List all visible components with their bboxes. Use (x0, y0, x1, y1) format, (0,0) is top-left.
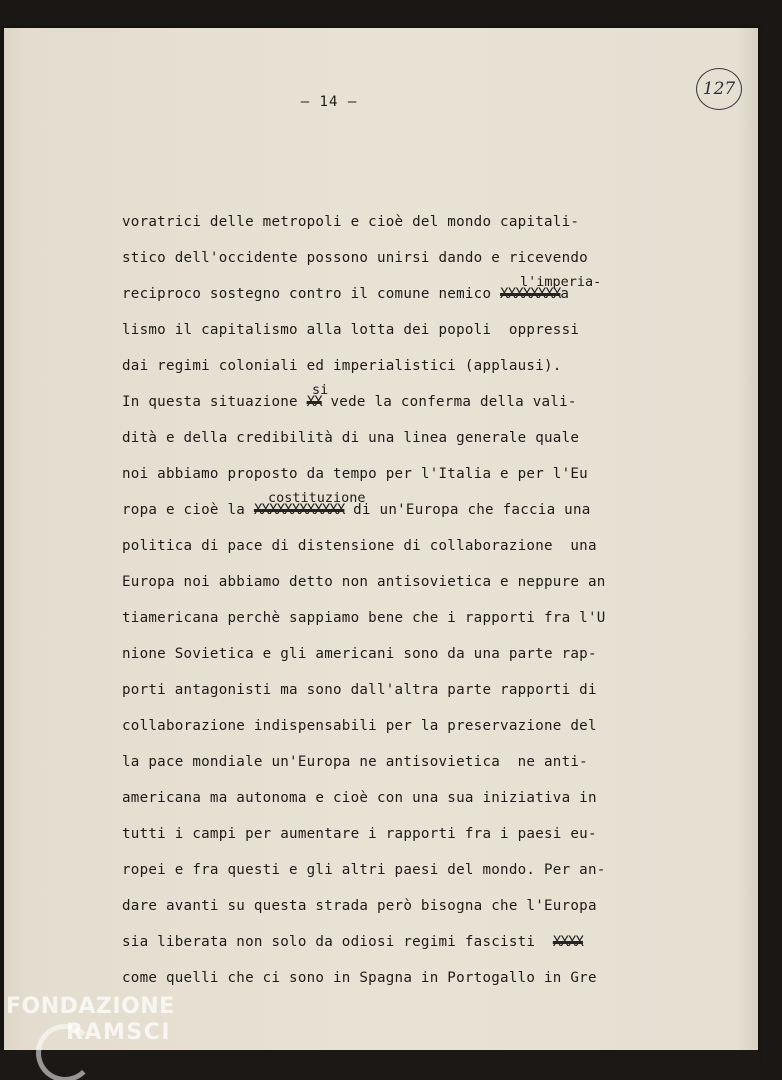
text-line: dità e della credibilità di una linea generale quale (122, 430, 580, 446)
text-line: In questa situazione XX vede la conferma della vali- (122, 394, 577, 410)
text-line: come quelli che ci sono in Spagna in Portogallo in Gre (122, 970, 597, 986)
page-number: — 14 — (300, 94, 358, 110)
text-line: americana ma autonoma e cioè con una sua iniziativa in (122, 790, 597, 806)
text-line: stico dell'occidente possono unirsi dando e ricevendo (122, 250, 588, 266)
struck-text: XXXX (552, 934, 583, 950)
text-line: Europa noi abbiamo detto non antisovietica e neppure an (122, 574, 606, 590)
handwritten-insertion: costituzione (268, 490, 366, 506)
text-line: la pace mondiale un'Europa ne antisovietica ne anti- (122, 754, 588, 770)
text-line: noi abbiamo proposto da tempo per l'Italia e per l'Eu (122, 466, 588, 482)
struck-text: XXXXXXXX (500, 286, 561, 302)
text-line: reciproco sostegno contro il comune nemico XXXXXXXXa (122, 286, 570, 302)
struck-text: XXXXXXXXXXXX (253, 502, 345, 518)
document-page (4, 28, 758, 1064)
text-line: tiamericana perchè sappiamo bene che i rapporti fra l'U (122, 610, 606, 626)
handwritten-insertion: si (312, 382, 329, 398)
page-bottom-edge (0, 1050, 760, 1080)
handwritten-insertion: l'imperia- (520, 274, 602, 290)
text-line: politica di pace di distensione di collaborazione una (122, 538, 597, 554)
watermark-line: FONDAZIONE (6, 994, 175, 1019)
text-line: tutti i campi per aumentare i rapporti fra i paesi eu- (122, 826, 597, 842)
archive-number-stamp: 127 (696, 68, 742, 110)
text-line: sia liberata non solo da odiosi regimi fascisti XXXX (122, 934, 583, 950)
fondazione-gramsci-watermark (6, 994, 196, 1046)
text-line: lismo il capitalismo alla lotta dei popoli oppressi (122, 322, 580, 338)
text-line: nione Sovietica e gli americani sono da una parte rap- (122, 646, 597, 662)
text-line: ropa e cioè la XXXXXXXXXXXX di un'Europa che faccia una (122, 502, 591, 518)
text-line: dare avanti su questa strada però bisogna che l'Europa (122, 898, 597, 914)
text-line: ropei e fra questi e gli altri paesi del mondo. Per an- (122, 862, 606, 878)
text-line: voratrici delle metropoli e cioè del mondo capitali- (122, 214, 580, 230)
watermark-line: RAMSCI (66, 1020, 172, 1045)
struck-text: XX (306, 394, 322, 410)
text-line: collaborazione indispensabili per la preservazione del (122, 718, 597, 734)
text-line: dai regimi coloniali ed imperialistici (applausi). (122, 358, 562, 374)
watermark-g-logo-icon (36, 1024, 94, 1080)
text-line: porti antagonisti ma sono dall'altra parte rapporti di (122, 682, 597, 698)
